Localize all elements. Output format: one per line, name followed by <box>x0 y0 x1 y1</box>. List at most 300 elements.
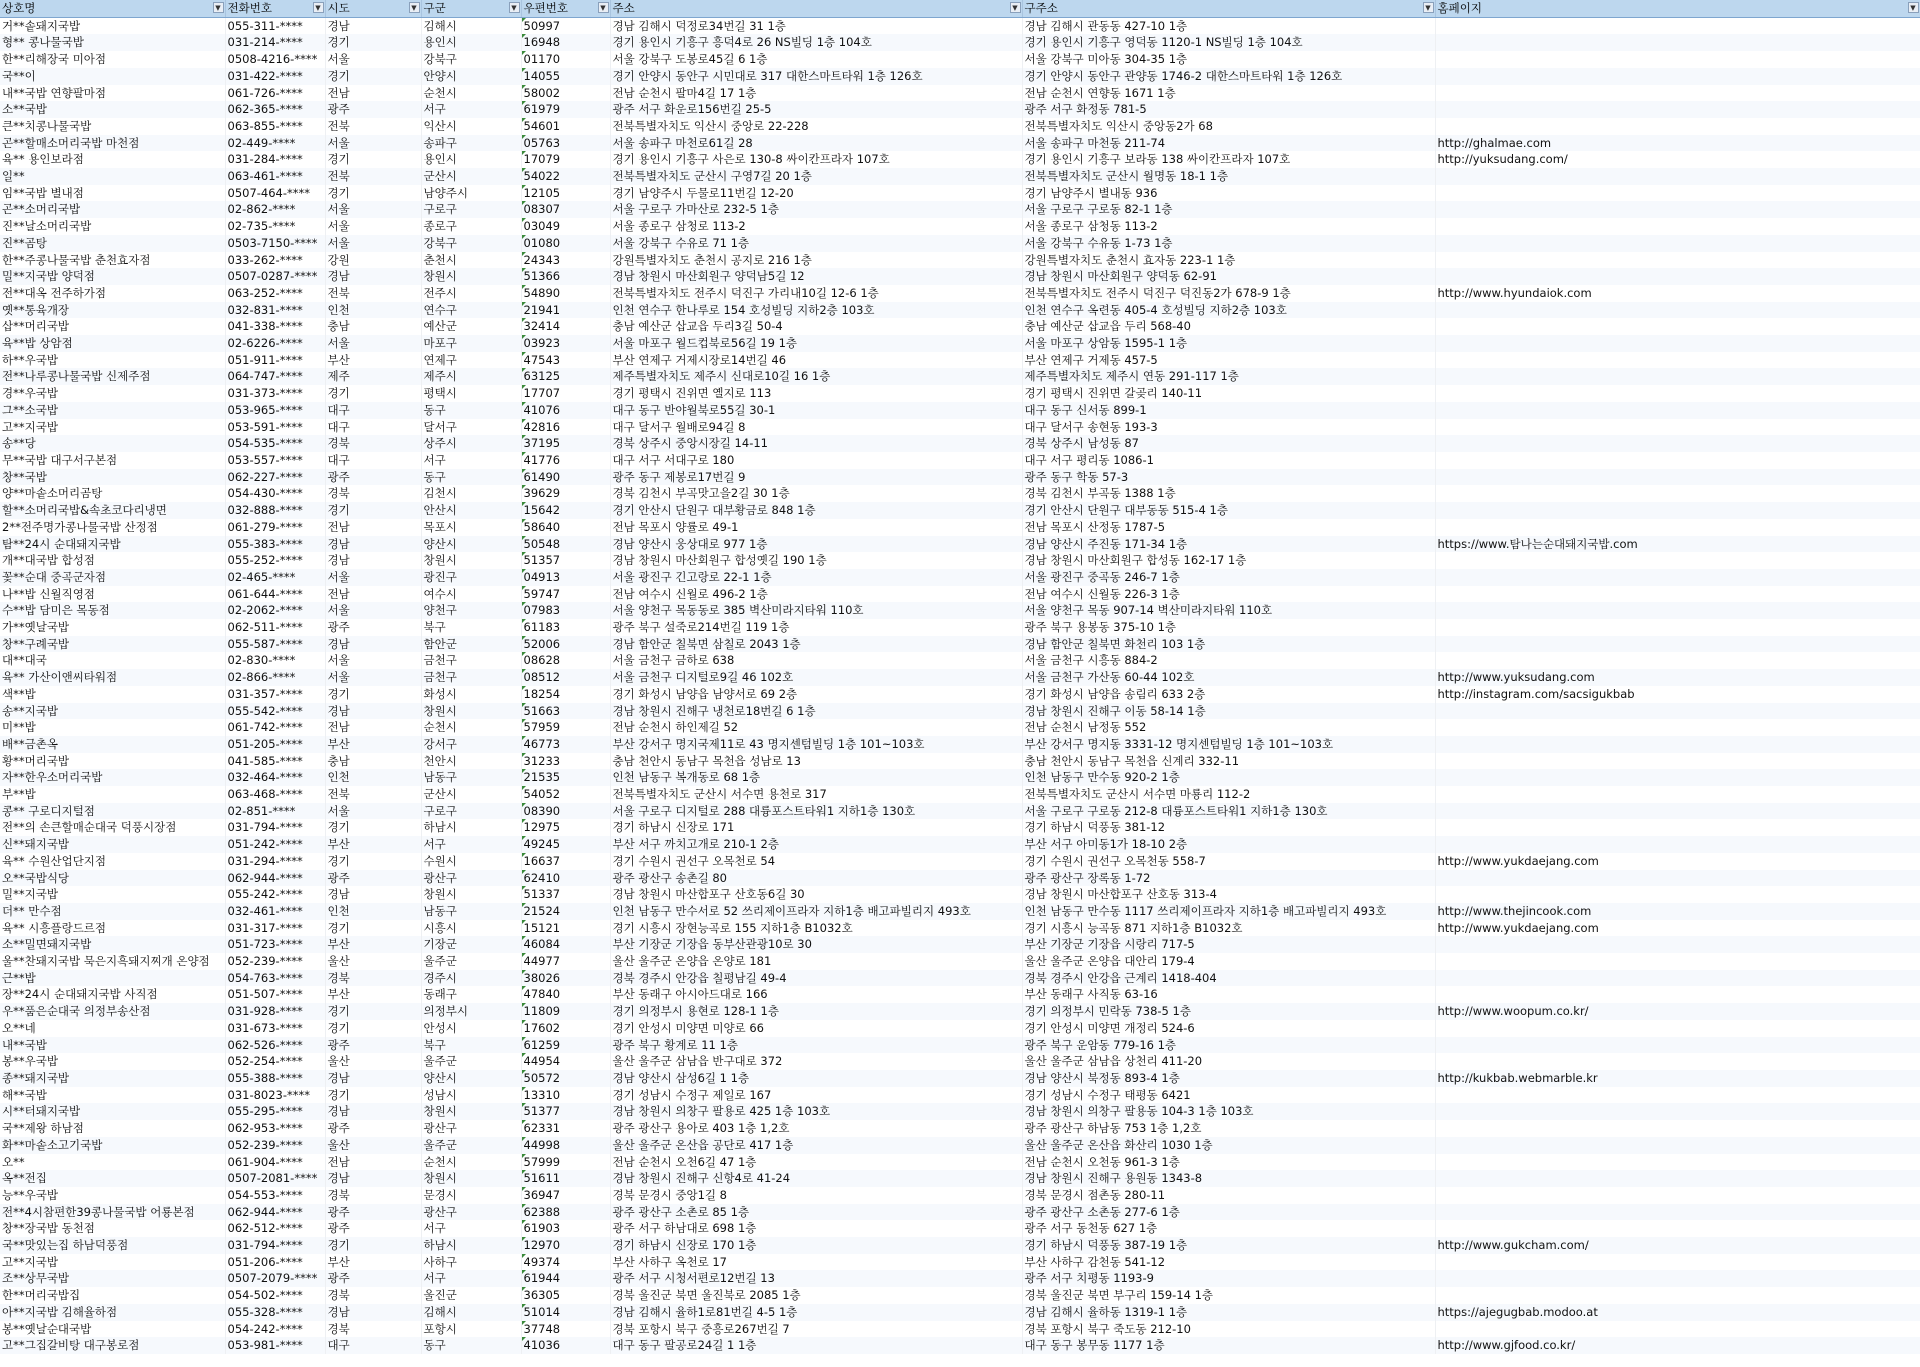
cell-sido[interactable]: 대구 <box>325 402 421 419</box>
cell-home[interactable] <box>1435 1254 1920 1271</box>
cell-sido[interactable]: 경북 <box>325 970 421 987</box>
cell-addr[interactable]: 전북특별자치도 익산시 중앙로 22-228 <box>610 118 1022 135</box>
cell-sido[interactable]: 경기 <box>325 68 421 85</box>
cell-tel[interactable]: 0503-7150-**** <box>225 235 325 252</box>
cell-addr[interactable]: 인천 연수구 한나루로 154 호성빌딩 지하2층 103호 <box>610 302 1022 319</box>
cell-addr[interactable]: 경기 시흥시 장현능곡로 155 지하1층 B1032호 <box>610 920 1022 937</box>
cell-name[interactable]: 국**이 <box>0 68 225 85</box>
cell-name[interactable]: 육** 시흥플랑드르점 <box>0 920 225 937</box>
cell-zip[interactable]: 41076 <box>521 402 610 419</box>
cell-gugun[interactable]: 금천구 <box>421 669 521 686</box>
cell-addr[interactable]: 경기 수원시 권선구 오목천로 54 <box>610 853 1022 870</box>
cell-gugun[interactable]: 강서구 <box>421 736 521 753</box>
cell-addr[interactable]: 서울 강북구 수유로 71 1층 <box>610 235 1022 252</box>
cell-sido[interactable]: 전남 <box>325 519 421 536</box>
cell-oldaddr[interactable]: 대구 동구 신서동 899-1 <box>1022 402 1435 419</box>
cell-oldaddr[interactable]: 부산 강서구 명지동 3331-12 명지센텀빌딩 1층 101~103호 <box>1022 736 1435 753</box>
header-tel[interactable] <box>225 0 325 17</box>
cell-oldaddr[interactable]: 충남 예산군 삽교읍 두리 568-40 <box>1022 318 1435 335</box>
cell-home[interactable] <box>1435 819 1920 836</box>
cell-name[interactable]: 오**국밥식당 <box>0 870 225 887</box>
cell-oldaddr[interactable]: 광주 광산구 소촌동 277-6 1층 <box>1022 1204 1435 1221</box>
cell-tel[interactable]: 063-468-**** <box>225 786 325 803</box>
cell-tel[interactable]: 031-673-**** <box>225 1020 325 1037</box>
cell-name[interactable]: 송**당 <box>0 435 225 452</box>
cell-zip[interactable]: 51663 <box>521 703 610 720</box>
cell-home[interactable] <box>1435 385 1920 402</box>
cell-gugun[interactable]: 송파구 <box>421 135 521 152</box>
cell-gugun[interactable]: 춘천시 <box>421 252 521 269</box>
cell-tel[interactable]: 031-357-**** <box>225 686 325 703</box>
cell-tel[interactable]: 055-388-**** <box>225 1070 325 1087</box>
cell-gugun[interactable]: 서구 <box>421 836 521 853</box>
cell-addr[interactable]: 전남 여수시 신월로 496-2 1층 <box>610 586 1022 603</box>
cell-addr[interactable]: 광주 북구 설죽로214번길 119 1층 <box>610 619 1022 636</box>
cell-gugun[interactable]: 광산구 <box>421 870 521 887</box>
cell-zip[interactable]: 36947 <box>521 1187 610 1204</box>
cell-zip[interactable]: 54022 <box>521 168 610 185</box>
cell-addr[interactable]: 광주 서구 시청서편로12번길 13 <box>610 1270 1022 1287</box>
cell-gugun[interactable]: 연제구 <box>421 352 521 369</box>
cell-tel[interactable]: 054-553-**** <box>225 1187 325 1204</box>
cell-tel[interactable]: 032-464-**** <box>225 769 325 786</box>
cell-name[interactable]: 오**네 <box>0 1020 225 1037</box>
cell-name[interactable]: 한**주콩나물국밥 춘천효자점 <box>0 252 225 269</box>
cell-name[interactable]: 육** 수원산업단지점 <box>0 853 225 870</box>
cell-name[interactable]: 탐**24시 순대돼지국밥 <box>0 536 225 553</box>
cell-zip[interactable]: 41776 <box>521 452 610 469</box>
cell-oldaddr[interactable]: 서울 금천구 가산동 60-44 102호 <box>1022 669 1435 686</box>
cell-zip[interactable]: 62388 <box>521 1204 610 1221</box>
cell-name[interactable]: 육** 용인보라점 <box>0 151 225 168</box>
cell-oldaddr[interactable]: 울산 울주군 삼남읍 상천리 411-20 <box>1022 1053 1435 1070</box>
cell-sido[interactable]: 경남 <box>325 17 421 34</box>
cell-gugun[interactable]: 순천시 <box>421 1154 521 1171</box>
cell-gugun[interactable]: 문경시 <box>421 1187 521 1204</box>
cell-gugun[interactable]: 시흥시 <box>421 920 521 937</box>
cell-addr[interactable]: 경남 창원시 진해구 신항4로 41-24 <box>610 1170 1022 1187</box>
cell-gugun[interactable]: 창원시 <box>421 1103 521 1120</box>
cell-sido[interactable]: 전남 <box>325 85 421 102</box>
cell-zip[interactable]: 49245 <box>521 836 610 853</box>
cell-name[interactable]: 황**머리국밥 <box>0 753 225 770</box>
cell-name[interactable]: 가**옛날국밥 <box>0 619 225 636</box>
cell-tel[interactable]: 041-585-**** <box>225 753 325 770</box>
cell-sido[interactable]: 경북 <box>325 1287 421 1304</box>
cell-gugun[interactable]: 울주군 <box>421 1053 521 1070</box>
cell-home[interactable] <box>1435 569 1920 586</box>
cell-tel[interactable]: 054-502-**** <box>225 1287 325 1304</box>
cell-sido[interactable]: 서울 <box>325 335 421 352</box>
cell-tel[interactable]: 032-888-**** <box>225 502 325 519</box>
cell-gugun[interactable]: 김해시 <box>421 1304 521 1321</box>
cell-addr[interactable]: 부산 기장군 기장읍 동부산관광10로 30 <box>610 936 1022 953</box>
cell-home[interactable] <box>1435 252 1920 269</box>
cell-gugun[interactable]: 하남시 <box>421 819 521 836</box>
cell-addr[interactable]: 서울 구로구 디지털로 288 대륭포스트타워1 지하1층 130호 <box>610 803 1022 820</box>
cell-zip[interactable]: 37195 <box>521 435 610 452</box>
cell-zip[interactable]: 17079 <box>521 151 610 168</box>
cell-addr[interactable]: 광주 광산구 용아로 403 1층 1,2호 <box>610 1120 1022 1137</box>
cell-name[interactable]: 개**대국밥 합성점 <box>0 552 225 569</box>
cell-sido[interactable]: 부산 <box>325 736 421 753</box>
cell-name[interactable]: 한**머리국밥집 <box>0 1287 225 1304</box>
cell-tel[interactable]: 032-461-**** <box>225 903 325 920</box>
cell-addr[interactable]: 경북 경주시 안강읍 칠평남길 49-4 <box>610 970 1022 987</box>
cell-home[interactable]: http://ghalmae.com <box>1435 135 1920 152</box>
cell-gugun[interactable]: 강북구 <box>421 235 521 252</box>
cell-home[interactable] <box>1435 970 1920 987</box>
cell-name[interactable]: 전**4시참편한39콩나물국밥 어룡본점 <box>0 1204 225 1221</box>
cell-home[interactable] <box>1435 1170 1920 1187</box>
cell-oldaddr[interactable]: 서울 송파구 마천동 211-74 <box>1022 135 1435 152</box>
cell-home[interactable] <box>1435 1137 1920 1154</box>
cell-addr[interactable]: 전남 순천시 하인제길 52 <box>610 719 1022 736</box>
cell-tel[interactable]: 052-239-**** <box>225 953 325 970</box>
cell-oldaddr[interactable]: 울산 울주군 온양읍 대안리 179-4 <box>1022 953 1435 970</box>
cell-zip[interactable]: 61490 <box>521 469 610 486</box>
cell-oldaddr[interactable]: 대구 서구 평리동 1086-1 <box>1022 452 1435 469</box>
cell-gugun[interactable]: 평택시 <box>421 385 521 402</box>
cell-sido[interactable]: 경기 <box>325 185 421 202</box>
cell-addr[interactable]: 인천 남동구 복개동로 68 1층 <box>610 769 1022 786</box>
cell-home[interactable] <box>1435 719 1920 736</box>
cell-name[interactable]: 아**지국밥 김해율하점 <box>0 1304 225 1321</box>
cell-name[interactable]: 곤**할매소머리국밥 마천점 <box>0 135 225 152</box>
cell-name[interactable]: 국**제왕 하남점 <box>0 1120 225 1137</box>
cell-sido[interactable]: 서울 <box>325 652 421 669</box>
cell-home[interactable] <box>1435 68 1920 85</box>
cell-home[interactable]: http://www.gukcham.com/ <box>1435 1237 1920 1254</box>
cell-oldaddr[interactable]: 경남 창원시 의창구 팔용동 104-3 1층 103호 <box>1022 1103 1435 1120</box>
cell-home[interactable]: http://www.yuksudang.com <box>1435 669 1920 686</box>
cell-addr[interactable]: 광주 서구 하남대로 698 1층 <box>610 1220 1022 1237</box>
cell-name[interactable]: 삽**머리국밥 <box>0 318 225 335</box>
cell-name[interactable]: 고**지국밥 <box>0 419 225 436</box>
cell-gugun[interactable]: 연수구 <box>421 302 521 319</box>
cell-oldaddr[interactable]: 서울 종로구 삼청동 113-2 <box>1022 218 1435 235</box>
cell-oldaddr[interactable]: 경기 평택시 진위면 갈곶리 140-11 <box>1022 385 1435 402</box>
cell-name[interactable]: 경**우국밥 <box>0 385 225 402</box>
cell-zip[interactable]: 61944 <box>521 1270 610 1287</box>
cell-tel[interactable]: 0507-2079-**** <box>225 1270 325 1287</box>
cell-gugun[interactable]: 광산구 <box>421 1120 521 1137</box>
cell-home[interactable] <box>1435 602 1920 619</box>
cell-sido[interactable]: 대구 <box>325 452 421 469</box>
cell-name[interactable]: 장**24시 순대돼지국밥 사직점 <box>0 986 225 1003</box>
cell-oldaddr[interactable]: 강원특별자치도 춘천시 효자동 223-1 1층 <box>1022 252 1435 269</box>
cell-addr[interactable]: 경기 화성시 남양읍 남양서로 69 2층 <box>610 686 1022 703</box>
cell-gugun[interactable]: 남양주시 <box>421 185 521 202</box>
cell-zip[interactable]: 58002 <box>521 85 610 102</box>
cell-oldaddr[interactable]: 경북 상주시 남성동 87 <box>1022 435 1435 452</box>
cell-oldaddr[interactable]: 경북 김천시 부곡동 1388 1층 <box>1022 485 1435 502</box>
cell-tel[interactable]: 031-317-**** <box>225 920 325 937</box>
cell-gugun[interactable]: 남동구 <box>421 903 521 920</box>
cell-name[interactable]: 내**국밥 <box>0 1037 225 1054</box>
cell-zip[interactable]: 15121 <box>521 920 610 937</box>
cell-zip[interactable]: 21941 <box>521 302 610 319</box>
cell-zip[interactable]: 14055 <box>521 68 610 85</box>
cell-name[interactable]: 송**지국밥 <box>0 703 225 720</box>
cell-name[interactable]: 종**돼지국밥 <box>0 1070 225 1087</box>
cell-zip[interactable]: 54890 <box>521 285 610 302</box>
cell-tel[interactable]: 031-794-**** <box>225 819 325 836</box>
cell-oldaddr[interactable]: 부산 사하구 감천동 541-12 <box>1022 1254 1435 1271</box>
cell-home[interactable] <box>1435 352 1920 369</box>
cell-gugun[interactable]: 창원시 <box>421 886 521 903</box>
cell-tel[interactable]: 055-311-**** <box>225 17 325 34</box>
cell-gugun[interactable]: 제주시 <box>421 368 521 385</box>
cell-addr[interactable]: 광주 서구 화운로156번길 25-5 <box>610 101 1022 118</box>
cell-gugun[interactable]: 금천구 <box>421 652 521 669</box>
cell-gugun[interactable]: 구로구 <box>421 201 521 218</box>
cell-home[interactable] <box>1435 519 1920 536</box>
cell-tel[interactable]: 02-2062-**** <box>225 602 325 619</box>
cell-oldaddr[interactable]: 광주 광산구 하남동 753 1층 1,2호 <box>1022 1120 1435 1137</box>
cell-zip[interactable]: 54052 <box>521 786 610 803</box>
cell-zip[interactable]: 12105 <box>521 185 610 202</box>
filter-dropdown-icon[interactable]: ▼ <box>509 2 520 13</box>
cell-home[interactable]: https://ajegugbab.modoo.at <box>1435 1304 1920 1321</box>
cell-sido[interactable]: 대구 <box>325 419 421 436</box>
cell-name[interactable]: 곤**소머리국밥 <box>0 201 225 218</box>
cell-name[interactable]: 신**돼지국밥 <box>0 836 225 853</box>
cell-addr[interactable]: 경기 안산시 단원구 대부황금로 848 1층 <box>610 502 1022 519</box>
cell-home[interactable] <box>1435 268 1920 285</box>
cell-sido[interactable]: 서울 <box>325 135 421 152</box>
cell-tel[interactable]: 061-726-**** <box>225 85 325 102</box>
cell-tel[interactable]: 02-465-**** <box>225 569 325 586</box>
cell-oldaddr[interactable]: 경기 용인시 기흥구 보라동 138 싸이칸프라자 107호 <box>1022 151 1435 168</box>
cell-tel[interactable]: 061-279-**** <box>225 519 325 536</box>
cell-name[interactable]: 봉**우국밥 <box>0 1053 225 1070</box>
cell-zip[interactable]: 12975 <box>521 819 610 836</box>
cell-home[interactable] <box>1435 469 1920 486</box>
cell-zip[interactable]: 13310 <box>521 1087 610 1104</box>
header-zip[interactable] <box>521 0 610 17</box>
cell-addr[interactable]: 대구 동구 반야월북로55길 30-1 <box>610 402 1022 419</box>
cell-oldaddr[interactable]: 광주 서구 동천동 627 1층 <box>1022 1220 1435 1237</box>
cell-oldaddr[interactable]: 서울 양천구 목동 907-14 벽산미라지타워 110호 <box>1022 602 1435 619</box>
cell-gugun[interactable]: 상주시 <box>421 435 521 452</box>
cell-home[interactable] <box>1435 402 1920 419</box>
cell-addr[interactable]: 광주 동구 제봉로17번길 9 <box>610 469 1022 486</box>
cell-tel[interactable]: 02-6226-**** <box>225 335 325 352</box>
cell-zip[interactable]: 50572 <box>521 1070 610 1087</box>
cell-addr[interactable]: 경기 남양주시 두물로11번길 12-20 <box>610 185 1022 202</box>
cell-tel[interactable]: 055-542-**** <box>225 703 325 720</box>
cell-gugun[interactable]: 안산시 <box>421 502 521 519</box>
cell-sido[interactable]: 전남 <box>325 1154 421 1171</box>
cell-zip[interactable]: 08628 <box>521 652 610 669</box>
cell-addr[interactable]: 경남 함안군 칠북면 삼칠로 2043 1층 <box>610 636 1022 653</box>
cell-name[interactable]: 육**밥 상암점 <box>0 335 225 352</box>
cell-home[interactable]: http://kukbab.webmarble.kr <box>1435 1070 1920 1087</box>
cell-addr[interactable]: 서울 마포구 월드컵북로56길 19 1층 <box>610 335 1022 352</box>
header-oldaddr[interactable] <box>1022 0 1435 17</box>
cell-home[interactable] <box>1435 419 1920 436</box>
cell-name[interactable]: 옛**통육개장 <box>0 302 225 319</box>
cell-addr[interactable]: 경북 문경시 중앙1길 8 <box>610 1187 1022 1204</box>
cell-name[interactable]: 꽃**순대 중곡군자점 <box>0 569 225 586</box>
cell-sido[interactable]: 광주 <box>325 469 421 486</box>
cell-addr[interactable]: 광주 광산구 소촌로 85 1층 <box>610 1204 1022 1221</box>
cell-sido[interactable]: 경기 <box>325 1003 421 1020</box>
cell-addr[interactable]: 전남 순천시 오천6길 47 1층 <box>610 1154 1022 1171</box>
cell-oldaddr[interactable]: 광주 광산구 장록동 1-72 <box>1022 870 1435 887</box>
cell-tel[interactable]: 054-763-**** <box>225 970 325 987</box>
cell-tel[interactable]: 032-831-**** <box>225 302 325 319</box>
cell-zip[interactable]: 32414 <box>521 318 610 335</box>
cell-gugun[interactable]: 창원시 <box>421 552 521 569</box>
cell-oldaddr[interactable]: 전남 여수시 신월동 226-3 1층 <box>1022 586 1435 603</box>
cell-oldaddr[interactable]: 경북 문경시 점촌동 280-11 <box>1022 1187 1435 1204</box>
cell-oldaddr[interactable]: 전북특별자치도 군산시 서수면 마룡리 112-2 <box>1022 786 1435 803</box>
cell-home[interactable] <box>1435 803 1920 820</box>
cell-gugun[interactable]: 성남시 <box>421 1087 521 1104</box>
cell-tel[interactable]: 053-965-**** <box>225 402 325 419</box>
cell-gugun[interactable]: 경주시 <box>421 970 521 987</box>
cell-zip[interactable]: 58640 <box>521 519 610 536</box>
cell-home[interactable] <box>1435 703 1920 720</box>
cell-home[interactable] <box>1435 185 1920 202</box>
cell-home[interactable] <box>1435 1154 1920 1171</box>
cell-home[interactable] <box>1435 1037 1920 1054</box>
cell-addr[interactable]: 부산 서구 까치고개로 210-1 2층 <box>610 836 1022 853</box>
filter-dropdown-icon[interactable]: ▼ <box>1423 2 1434 13</box>
cell-gugun[interactable]: 김해시 <box>421 17 521 34</box>
cell-tel[interactable]: 031-422-**** <box>225 68 325 85</box>
cell-tel[interactable]: 053-591-**** <box>225 419 325 436</box>
cell-sido[interactable]: 경기 <box>325 853 421 870</box>
cell-home[interactable] <box>1435 636 1920 653</box>
cell-tel[interactable]: 053-557-**** <box>225 452 325 469</box>
cell-gugun[interactable]: 마포구 <box>421 335 521 352</box>
cell-gugun[interactable]: 군산시 <box>421 168 521 185</box>
cell-oldaddr[interactable]: 광주 북구 운암동 779-16 1층 <box>1022 1037 1435 1054</box>
cell-name[interactable]: 고**그집갈비탕 대구봉로점 <box>0 1337 225 1354</box>
cell-zip[interactable]: 01080 <box>521 235 610 252</box>
cell-tel[interactable]: 053-981-**** <box>225 1337 325 1354</box>
cell-oldaddr[interactable]: 서울 강북구 미아동 304-35 1층 <box>1022 51 1435 68</box>
cell-gugun[interactable]: 안성시 <box>421 1020 521 1037</box>
cell-name[interactable]: 거**솥돼지국밥 <box>0 17 225 34</box>
cell-zip[interactable]: 49374 <box>521 1254 610 1271</box>
cell-addr[interactable]: 경기 안성시 미양면 미양로 66 <box>610 1020 1022 1037</box>
cell-addr[interactable]: 부산 강서구 명지국제11로 43 명지센텀빌딩 1층 101~103호 <box>610 736 1022 753</box>
cell-zip[interactable]: 47840 <box>521 986 610 1003</box>
cell-oldaddr[interactable]: 광주 동구 학동 57-3 <box>1022 469 1435 486</box>
cell-tel[interactable]: 055-383-**** <box>225 536 325 553</box>
cell-tel[interactable]: 062-227-**** <box>225 469 325 486</box>
cell-home[interactable] <box>1435 619 1920 636</box>
cell-sido[interactable]: 부산 <box>325 352 421 369</box>
cell-gugun[interactable]: 양천구 <box>421 602 521 619</box>
cell-home[interactable] <box>1435 85 1920 102</box>
cell-name[interactable]: 전**대옥 전주하가점 <box>0 285 225 302</box>
cell-sido[interactable]: 서울 <box>325 51 421 68</box>
cell-oldaddr[interactable]: 인천 남동구 만수동 920-2 1층 <box>1022 769 1435 786</box>
cell-home[interactable] <box>1435 51 1920 68</box>
cell-name[interactable]: 미**밥 <box>0 719 225 736</box>
cell-home[interactable] <box>1435 870 1920 887</box>
filter-dropdown-icon[interactable]: ▼ <box>598 2 609 13</box>
cell-oldaddr[interactable]: 전북특별자치도 익산시 중앙동2가 68 <box>1022 118 1435 135</box>
cell-name[interactable]: 큰**치콩나물국밥 <box>0 118 225 135</box>
cell-zip[interactable]: 44954 <box>521 1053 610 1070</box>
cell-tel[interactable]: 02-851-**** <box>225 803 325 820</box>
filter-dropdown-icon[interactable]: ▼ <box>213 2 224 13</box>
cell-tel[interactable]: 02-449-**** <box>225 135 325 152</box>
cell-zip[interactable]: 17707 <box>521 385 610 402</box>
cell-sido[interactable]: 경남 <box>325 1170 421 1187</box>
cell-addr[interactable]: 대구 달서구 월배로94길 8 <box>610 419 1022 436</box>
cell-oldaddr[interactable]: 전남 순천시 연향동 1671 1층 <box>1022 85 1435 102</box>
cell-addr[interactable]: 경북 상주시 중앙시장길 14-11 <box>610 435 1022 452</box>
cell-addr[interactable]: 경남 창원시 마산회원구 양덕남5길 12 <box>610 268 1022 285</box>
cell-gugun[interactable]: 동구 <box>421 402 521 419</box>
cell-tel[interactable]: 0507-2081-**** <box>225 1170 325 1187</box>
cell-sido[interactable]: 경기 <box>325 385 421 402</box>
cell-zip[interactable]: 08512 <box>521 669 610 686</box>
cell-tel[interactable]: 031-373-**** <box>225 385 325 402</box>
cell-name[interactable]: 봉**옛날순대국밥 <box>0 1321 225 1338</box>
cell-sido[interactable]: 서울 <box>325 669 421 686</box>
cell-addr[interactable]: 전북특별자치도 군산시 서수면 용천로 317 <box>610 786 1022 803</box>
cell-sido[interactable]: 광주 <box>325 870 421 887</box>
cell-sido[interactable]: 전남 <box>325 586 421 603</box>
cell-home[interactable] <box>1435 34 1920 51</box>
cell-home[interactable] <box>1435 335 1920 352</box>
cell-home[interactable] <box>1435 736 1920 753</box>
cell-tel[interactable]: 031-284-**** <box>225 151 325 168</box>
cell-tel[interactable]: 061-742-**** <box>225 719 325 736</box>
cell-home[interactable] <box>1435 218 1920 235</box>
cell-zip[interactable]: 57959 <box>521 719 610 736</box>
cell-name[interactable]: 창**구례국밥 <box>0 636 225 653</box>
cell-tel[interactable]: 051-206-**** <box>225 1254 325 1271</box>
cell-name[interactable]: 조**상무국밥 <box>0 1270 225 1287</box>
cell-oldaddr[interactable]: 서울 구로구 구로동 82-1 1층 <box>1022 201 1435 218</box>
cell-gugun[interactable]: 울주군 <box>421 953 521 970</box>
cell-name[interactable]: 색**밥 <box>0 686 225 703</box>
cell-home[interactable] <box>1435 1187 1920 1204</box>
cell-addr[interactable]: 경기 하남시 신장로 171 <box>610 819 1022 836</box>
cell-zip[interactable]: 51014 <box>521 1304 610 1321</box>
cell-home[interactable] <box>1435 1220 1920 1237</box>
cell-oldaddr[interactable]: 부산 서구 아미동1가 18-10 2층 <box>1022 836 1435 853</box>
cell-home[interactable] <box>1435 17 1920 34</box>
cell-oldaddr[interactable]: 경북 포항시 북구 죽도동 212-10 <box>1022 1321 1435 1338</box>
cell-sido[interactable]: 전북 <box>325 118 421 135</box>
cell-addr[interactable]: 경북 김천시 부곡맛고을2길 30 1층 <box>610 485 1022 502</box>
cell-zip[interactable]: 05763 <box>521 135 610 152</box>
cell-home[interactable] <box>1435 786 1920 803</box>
cell-home[interactable] <box>1435 118 1920 135</box>
cell-gugun[interactable]: 동구 <box>421 1337 521 1354</box>
cell-addr[interactable]: 울산 울주군 삼남읍 반구대로 372 <box>610 1053 1022 1070</box>
cell-sido[interactable]: 전북 <box>325 786 421 803</box>
cell-sido[interactable]: 부산 <box>325 936 421 953</box>
cell-zip[interactable]: 47543 <box>521 352 610 369</box>
cell-name[interactable]: 부**밥 <box>0 786 225 803</box>
cell-gugun[interactable]: 화성시 <box>421 686 521 703</box>
header-home[interactable] <box>1435 0 1920 17</box>
cell-sido[interactable]: 경남 <box>325 552 421 569</box>
cell-home[interactable] <box>1435 201 1920 218</box>
cell-name[interactable]: 대**대국 <box>0 652 225 669</box>
